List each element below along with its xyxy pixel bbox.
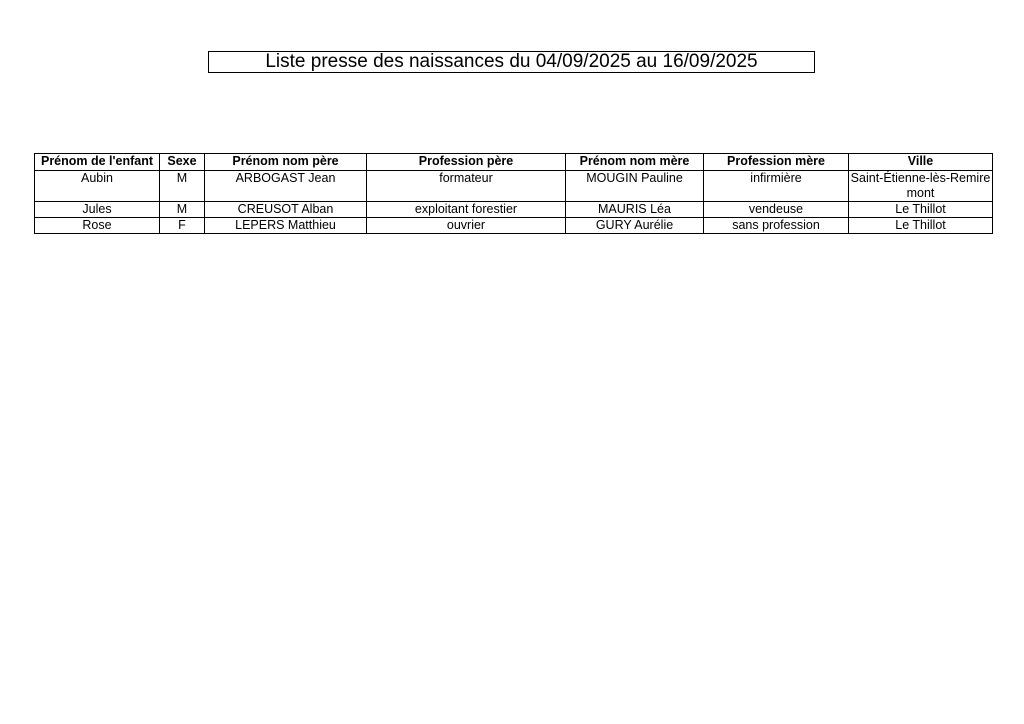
cell-mother-profession: infirmière — [704, 171, 849, 202]
cell-sex: M — [160, 171, 205, 202]
cell-father-name: ARBOGAST Jean — [205, 171, 367, 202]
cell-mother-name: MAURIS Léa — [566, 202, 704, 218]
header-mother-name: Prénom nom mère — [566, 154, 704, 171]
cell-city: Le Thillot — [849, 202, 993, 218]
cell-father-name: CREUSOT Alban — [205, 202, 367, 218]
births-table — [34, 153, 993, 234]
header-mother-profession: Profession mère — [704, 154, 849, 171]
cell-father-profession: exploitant forestier — [367, 202, 566, 218]
cell-child-first-name: Rose — [35, 218, 160, 234]
table-row — [35, 218, 993, 234]
table-body — [35, 171, 993, 234]
cell-mother-profession: vendeuse — [704, 202, 849, 218]
header-row — [35, 154, 993, 171]
table-header — [35, 154, 993, 171]
table-row — [35, 202, 993, 218]
cell-sex: M — [160, 202, 205, 218]
cell-father-profession: ouvrier — [367, 218, 566, 234]
cell-sex: F — [160, 218, 205, 234]
header-child-first-name: Prénom de l'enfant — [35, 154, 160, 171]
cell-city: Le Thillot — [849, 218, 993, 234]
cell-father-name: LEPERS Matthieu — [205, 218, 367, 234]
cell-father-profession: formateur — [367, 171, 566, 202]
table-row — [35, 171, 993, 202]
cell-child-first-name: Jules — [35, 202, 160, 218]
cell-mother-profession: sans profession — [704, 218, 849, 234]
header-city: Ville — [849, 154, 993, 171]
cell-city: Saint-Étienne-lès-Remiremont — [849, 171, 993, 202]
cell-mother-name: GURY Aurélie — [566, 218, 704, 234]
page-title: Liste presse des naissances du 04/09/2025 au 16/09/2025 — [208, 51, 815, 73]
cell-mother-name: MOUGIN Pauline — [566, 171, 704, 202]
header-father-name: Prénom nom père — [205, 154, 367, 171]
cell-child-first-name: Aubin — [35, 171, 160, 202]
header-sex: Sexe — [160, 154, 205, 171]
header-father-profession: Profession père — [367, 154, 566, 171]
